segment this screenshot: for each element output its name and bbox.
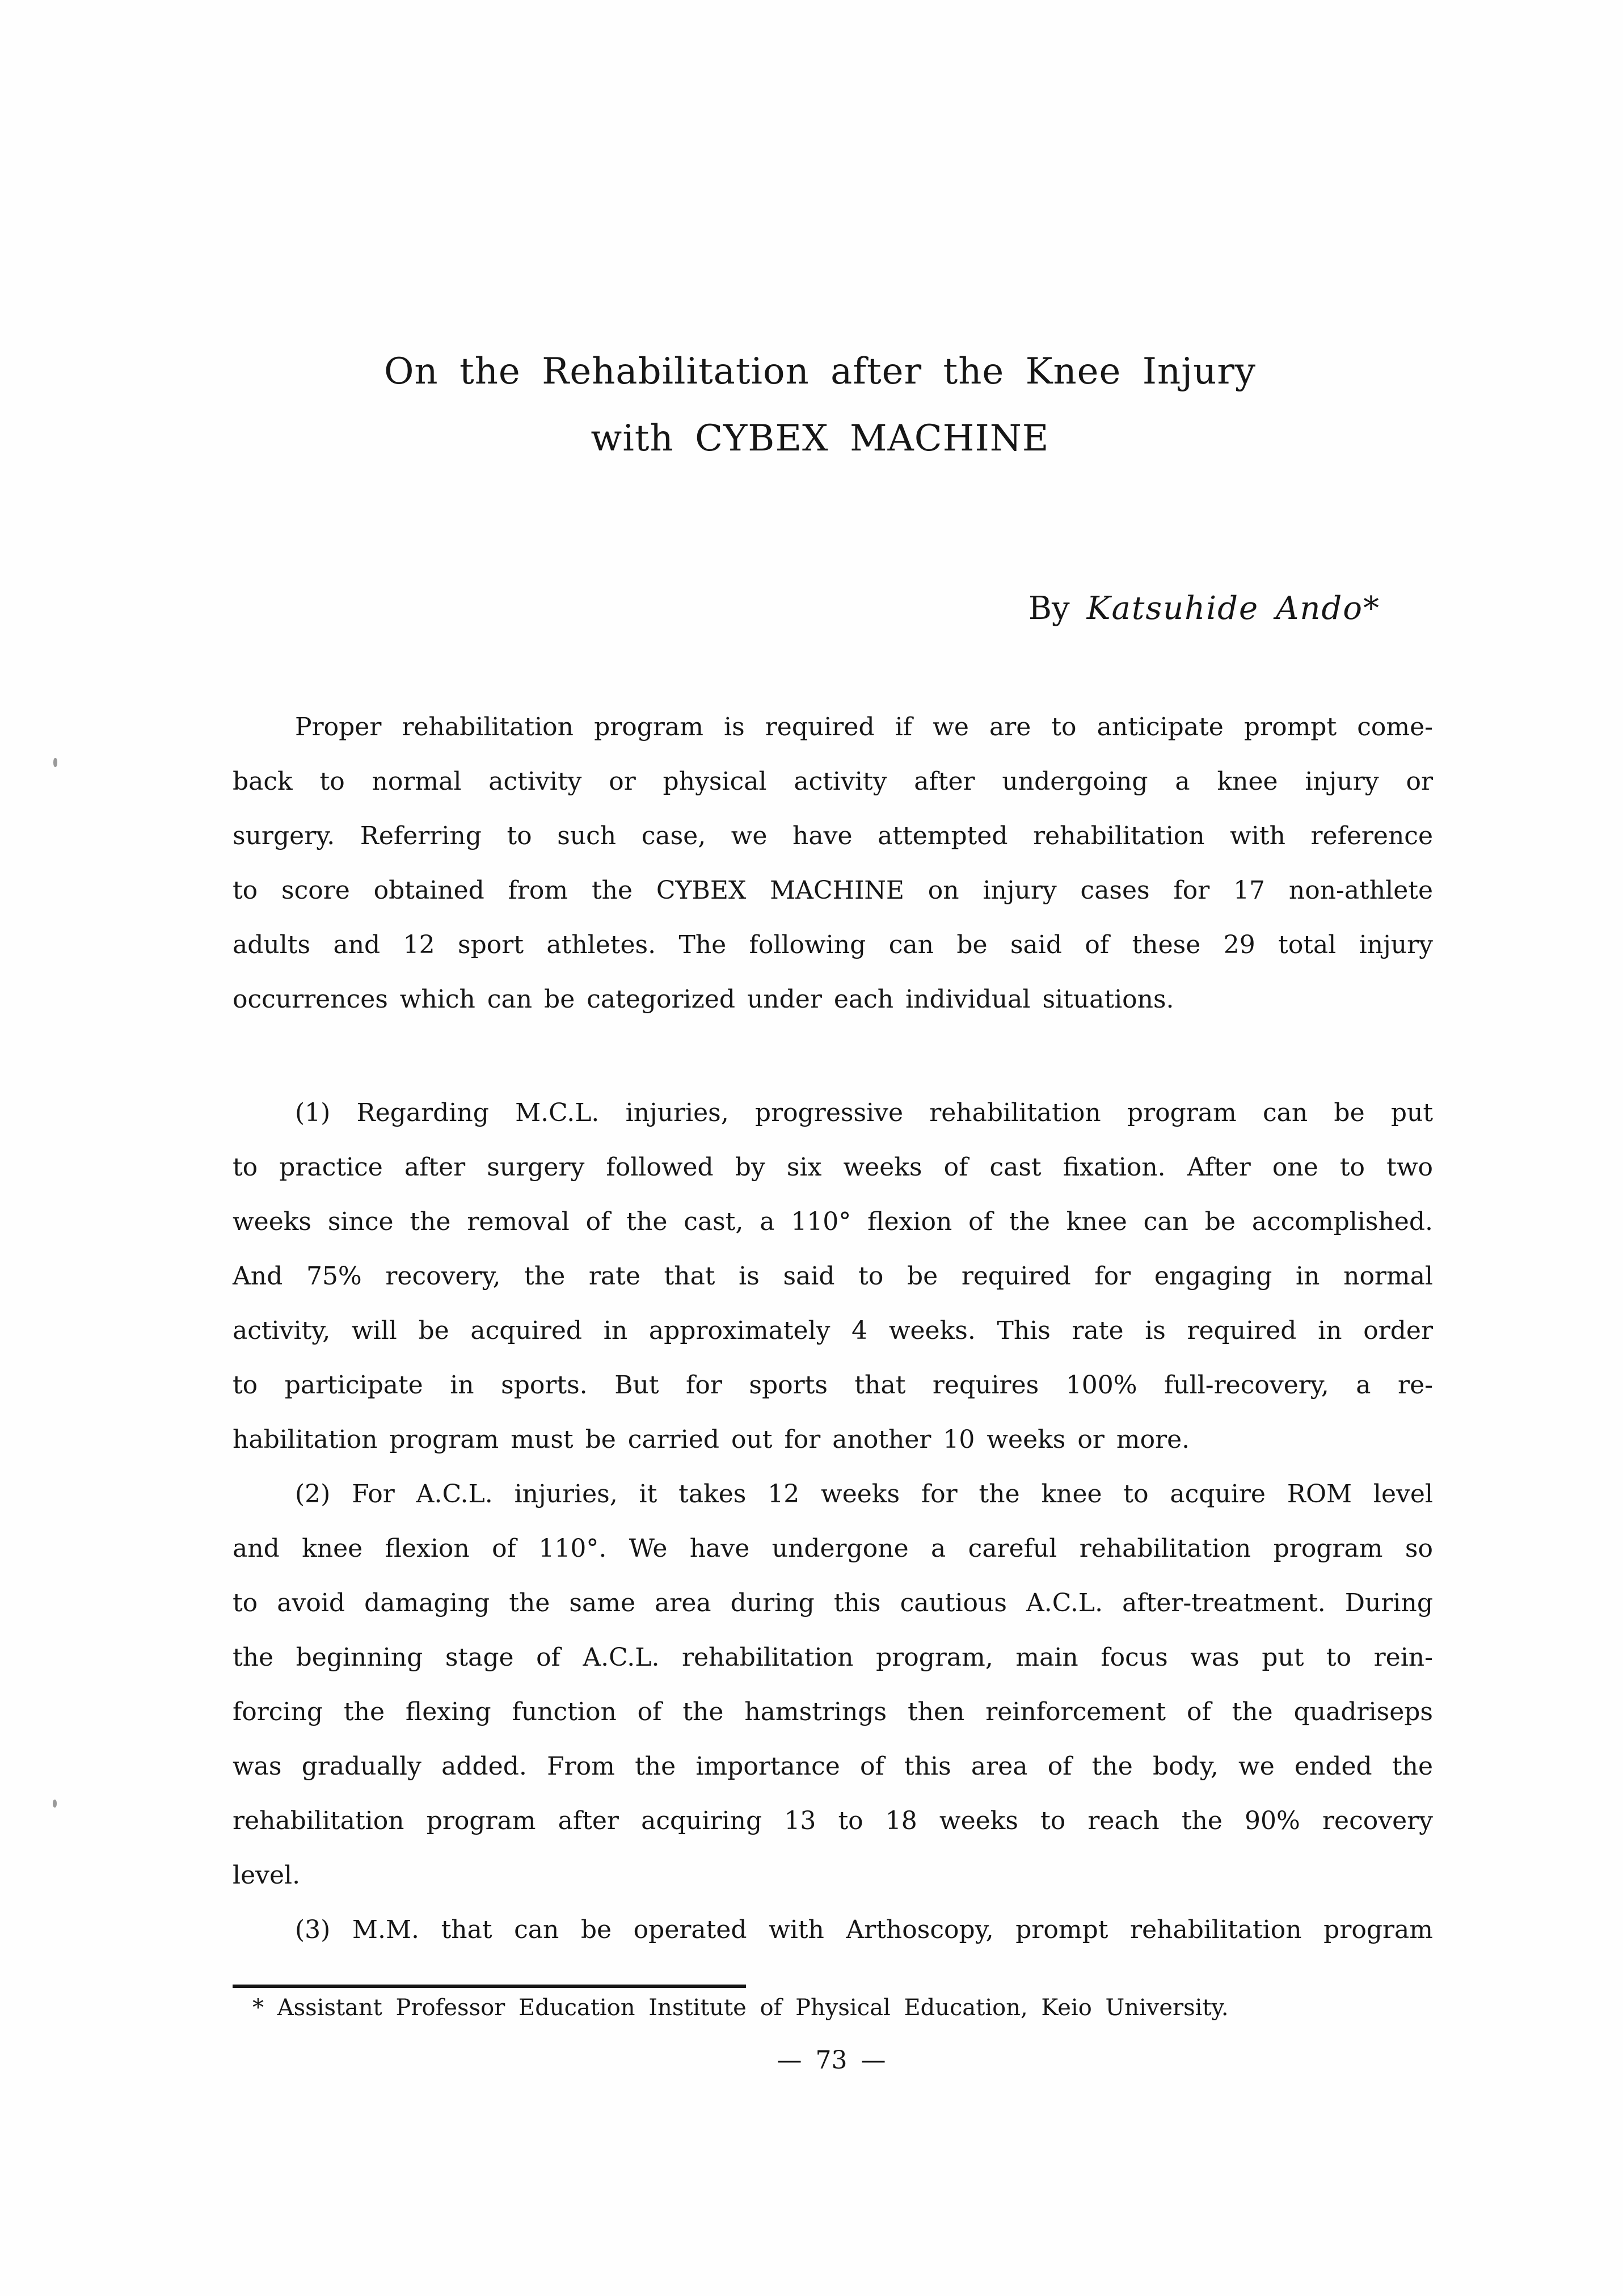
byline-prefix: By <box>1028 590 1070 627</box>
title-line-1: On the Rehabilitation after the Knee Injury <box>383 351 1257 393</box>
text-line: habilitation program must be carried out for another 10 weeks or more. <box>233 1425 1190 1454</box>
byline <box>1028 590 1380 627</box>
text-line: forcing the flexing function of the hamstrings then reinforcement of the quadriseps <box>233 1697 1433 1726</box>
text-line: was gradually added. From the importance of this area of the body, we ended the <box>233 1752 1433 1781</box>
paragraph <box>233 700 1433 1027</box>
page-title <box>9 338 1623 472</box>
text-line: Proper rehabilitation program is required if we are to anticipate prompt come- <box>295 713 1433 742</box>
footnote-rule <box>233 1985 746 1988</box>
text-line: and knee flexion of 110°. We have undergone a careful rehabilitation program so <box>233 1534 1433 1563</box>
text-line: the beginning stage of A.C.L. rehabilitation program, main focus was put to rein- <box>233 1643 1433 1672</box>
paragraph <box>233 1467 1433 1903</box>
body-text <box>233 700 1433 1957</box>
text-line: weeks since the removal of the cast, a 110° flexion of the knee can be accomplished. <box>233 1207 1433 1236</box>
text-line: surgery. Referring to such case, we have attempted rehabilitation with reference <box>233 821 1433 850</box>
paragraph <box>233 1086 1433 1467</box>
footnote: * Assistant Professor Education Institute of Physical Education, Keio University. <box>252 1995 1229 2021</box>
text-line: back to normal activity or physical activity after undergoing a knee injury or <box>233 767 1433 796</box>
text-line: to score obtained from the CYBEX MACHINE on injury cases for 17 non-athlete <box>233 876 1433 905</box>
scan-artifact <box>53 1800 57 1808</box>
text-line: occurrences which can be categorized under each individual situations. <box>233 985 1174 1014</box>
text-line: And 75% recovery, the rate that is said to be required for engaging in normal <box>233 1262 1433 1291</box>
text-line: to participate in sports. But for sports that requires 100% full-recovery, a re- <box>233 1371 1433 1400</box>
page-number: — 73 — <box>777 2046 886 2075</box>
text-line: to avoid damaging the same area during this cautious A.C.L. after-treatment. During <box>233 1589 1433 1617</box>
text-line: activity, will be acquired in approximately 4 weeks. This rate is required in order <box>233 1316 1433 1345</box>
scan-artifact <box>53 758 57 767</box>
byline-author: Katsuhide Ando* <box>1086 590 1380 627</box>
text-line: rehabilitation program after acquiring 13 to 18 weeks to reach the 90% recovery <box>233 1806 1433 1835</box>
text-line: (3) M.M. that can be operated with Arthoscopy, prompt rehabilitation program <box>295 1915 1433 1944</box>
title-line-2: with CYBEX MACHINE <box>591 418 1049 460</box>
text-line: level. <box>233 1861 301 1890</box>
text-line: (2) For A.C.L. injuries, it takes 12 weeks for the knee to acquire ROM level <box>295 1480 1433 1509</box>
paragraph <box>233 1903 1433 1957</box>
text-line: (1) Regarding M.C.L. injuries, progressive rehabilitation program can be put <box>295 1098 1433 1127</box>
text-line: adults and 12 sport athletes. The following can be said of these 29 total injury <box>233 930 1433 959</box>
text-line: to practice after surgery followed by six weeks of cast fixation. After one to two <box>233 1153 1433 1182</box>
